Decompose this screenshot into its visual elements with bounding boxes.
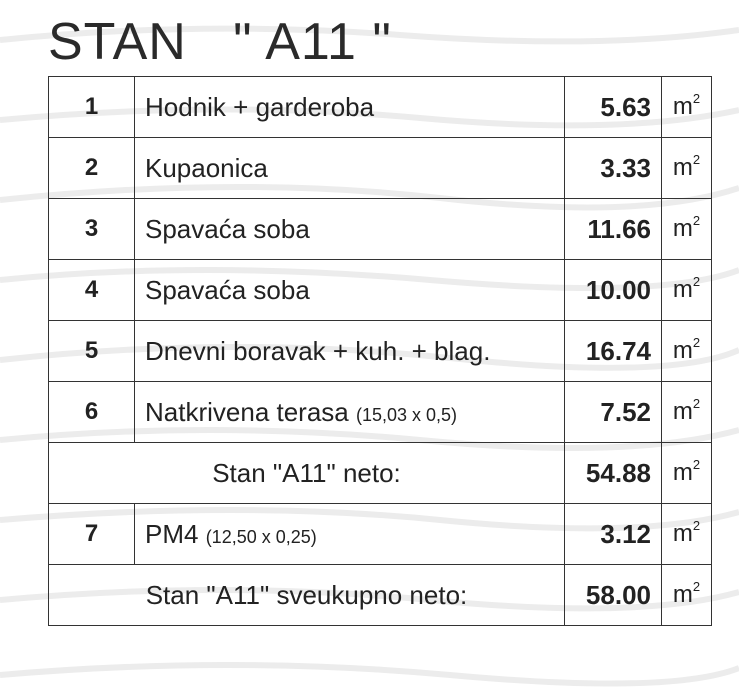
room-name-text: Spavaća soba	[145, 213, 310, 244]
table-row	[49, 77, 712, 138]
area-unit: $m^2$	[662, 565, 712, 626]
area-unit: $m^2$	[662, 321, 712, 382]
room-name	[135, 77, 565, 138]
table-row	[49, 260, 712, 321]
room-number: 3	[49, 199, 135, 260]
total-label: Stan "A11" sveukupno neto:	[49, 565, 565, 626]
room-area: 3.12	[565, 504, 662, 565]
page-title: STAN " A11 "	[48, 13, 392, 71]
room-name	[135, 138, 565, 199]
area-unit: $m^2$	[662, 504, 712, 565]
room-number: 4	[49, 260, 135, 321]
table-row	[49, 138, 712, 199]
room-number: 7	[49, 504, 135, 565]
subtotal-area: 54.88	[565, 443, 662, 504]
room-area: 3.33	[565, 138, 662, 199]
table-row	[49, 321, 712, 382]
room-name-text: PM4	[145, 518, 206, 549]
total-row	[49, 565, 712, 626]
room-number: 5	[49, 321, 135, 382]
room-number: 1	[49, 77, 135, 138]
area-unit: $m^2$	[662, 77, 712, 138]
room-area: 7.52	[565, 382, 662, 443]
room-number: 6	[49, 382, 135, 443]
room-area-table	[48, 76, 712, 626]
subtotal-row	[49, 443, 712, 504]
room-name-text: Hodnik + garderoba	[145, 91, 375, 122]
room-name-text: Spavaća soba	[145, 274, 310, 305]
room-name	[135, 199, 565, 260]
area-unit: $m^2$	[662, 199, 712, 260]
room-name	[135, 260, 565, 321]
room-name	[135, 321, 565, 382]
room-number: 2	[49, 138, 135, 199]
room-area: 16.74	[565, 321, 662, 382]
table-row	[49, 199, 712, 260]
subtotal-label: Stan "A11" neto:	[49, 443, 565, 504]
room-area: 11.66	[565, 199, 662, 260]
area-unit: $m^2$	[662, 382, 712, 443]
room-area: 5.63	[565, 77, 662, 138]
room-dimensions: (15,03 x 0,5)	[355, 404, 458, 425]
table-row	[49, 382, 712, 443]
total-area: 58.00	[565, 565, 662, 626]
room-dimensions: (12,50 x 0,25)	[205, 526, 317, 547]
area-unit: $m^2$	[662, 260, 712, 321]
room-name	[135, 382, 565, 443]
room-name	[135, 504, 565, 565]
table-row	[49, 504, 712, 565]
room-area: 10.00	[565, 260, 662, 321]
room-name-text: Dnevni boravak + kuh. + blag.	[145, 335, 491, 366]
area-unit: $m^2$	[662, 443, 712, 504]
room-name-text: Kupaonica	[145, 152, 268, 183]
room-name-text: Natkrivena terasa	[145, 396, 356, 427]
area-unit: $m^2$	[662, 138, 712, 199]
